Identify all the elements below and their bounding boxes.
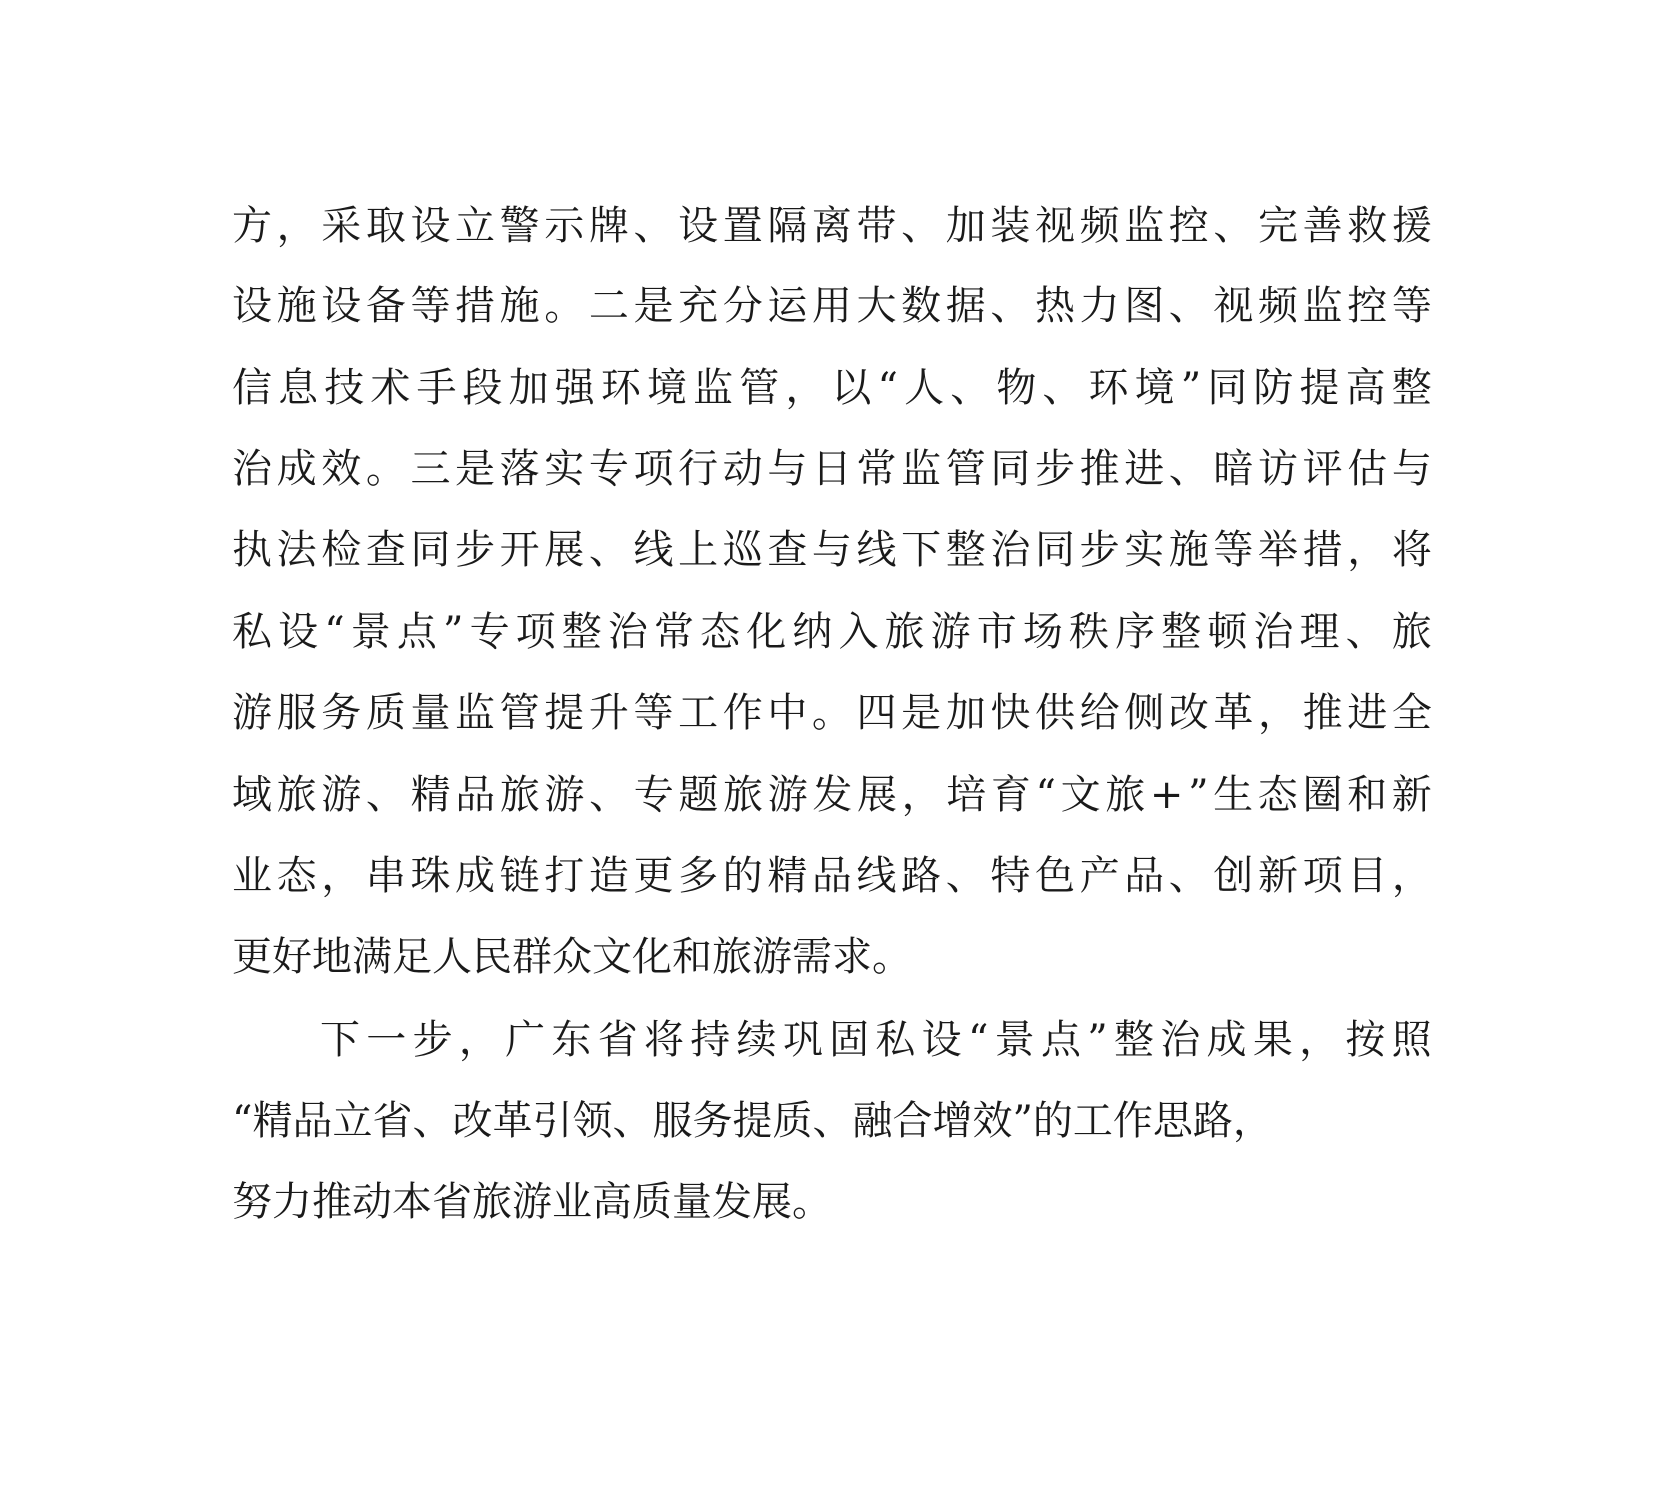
text-line: 信 息 技 术 手 段 加 强 环 境 监 管 ， 以 “ 人 、 物 、 环 境 ” 同 防 提 高 整 xyxy=(232,365,1432,411)
text-line: 方 ， 采 取 设 立 警 示 牌 、 设 置 隔 离 带 、 加 装 视 频 监 控 、 完 善 救 援 xyxy=(232,203,1432,249)
text-line: 域 旅 游 、 精 品 旅 游 、 专 题 旅 游 发 展 ， 培 育 “ 文 旅 + ” 生 态 圈 和 新 xyxy=(232,772,1432,818)
paragraph-first-line: 下 一 步 ， 广 东 省 将 持 续 巩 固 私 设 “ 景 点 ” 整 治 成 果 ， 按 照 xyxy=(320,1017,1432,1063)
text-line: “精品立省、改革引领、服务提质、融合增效”的工作思路， xyxy=(232,1098,1273,1144)
text-line: 治 成 效 。 三 是 落 实 专 项 行 动 与 日 常 监 管 同 步 推 进 、 暗 访 评 估 与 xyxy=(232,446,1432,492)
text-line: 更好地满足人民群众文化和旅游需求。 xyxy=(232,934,912,980)
text-line: 业 态 ， 串 珠 成 链 打 造 更 多 的 精 品 线 路 、 特 色 产 品 、 创 新 项 目 ， xyxy=(232,853,1432,899)
text-line: 游 服 务 质 量 监 管 提 升 等 工 作 中 。 四 是 加 快 供 给 侧 改 革 ， 推 进 全 xyxy=(232,690,1432,736)
text-line: 私 设 “ 景 点 ” 专 项 整 治 常 态 化 纳 入 旅 游 市 场 秩 序 整 顿 治 理 、 旅 xyxy=(232,609,1432,655)
text-line: 执 法 检 查 同 步 开 展 、 线 上 巡 查 与 线 下 整 治 同 步 实 施 等 举 措 ， 将 xyxy=(232,527,1432,573)
text-line: 努力推动本省旅游业高质量发展。 xyxy=(232,1179,832,1225)
text-line: 设 施 设 备 等 措 施 。 二 是 充 分 运 用 大 数 据 、 热 力 图 、 视 频 监 控 等 xyxy=(232,283,1432,329)
